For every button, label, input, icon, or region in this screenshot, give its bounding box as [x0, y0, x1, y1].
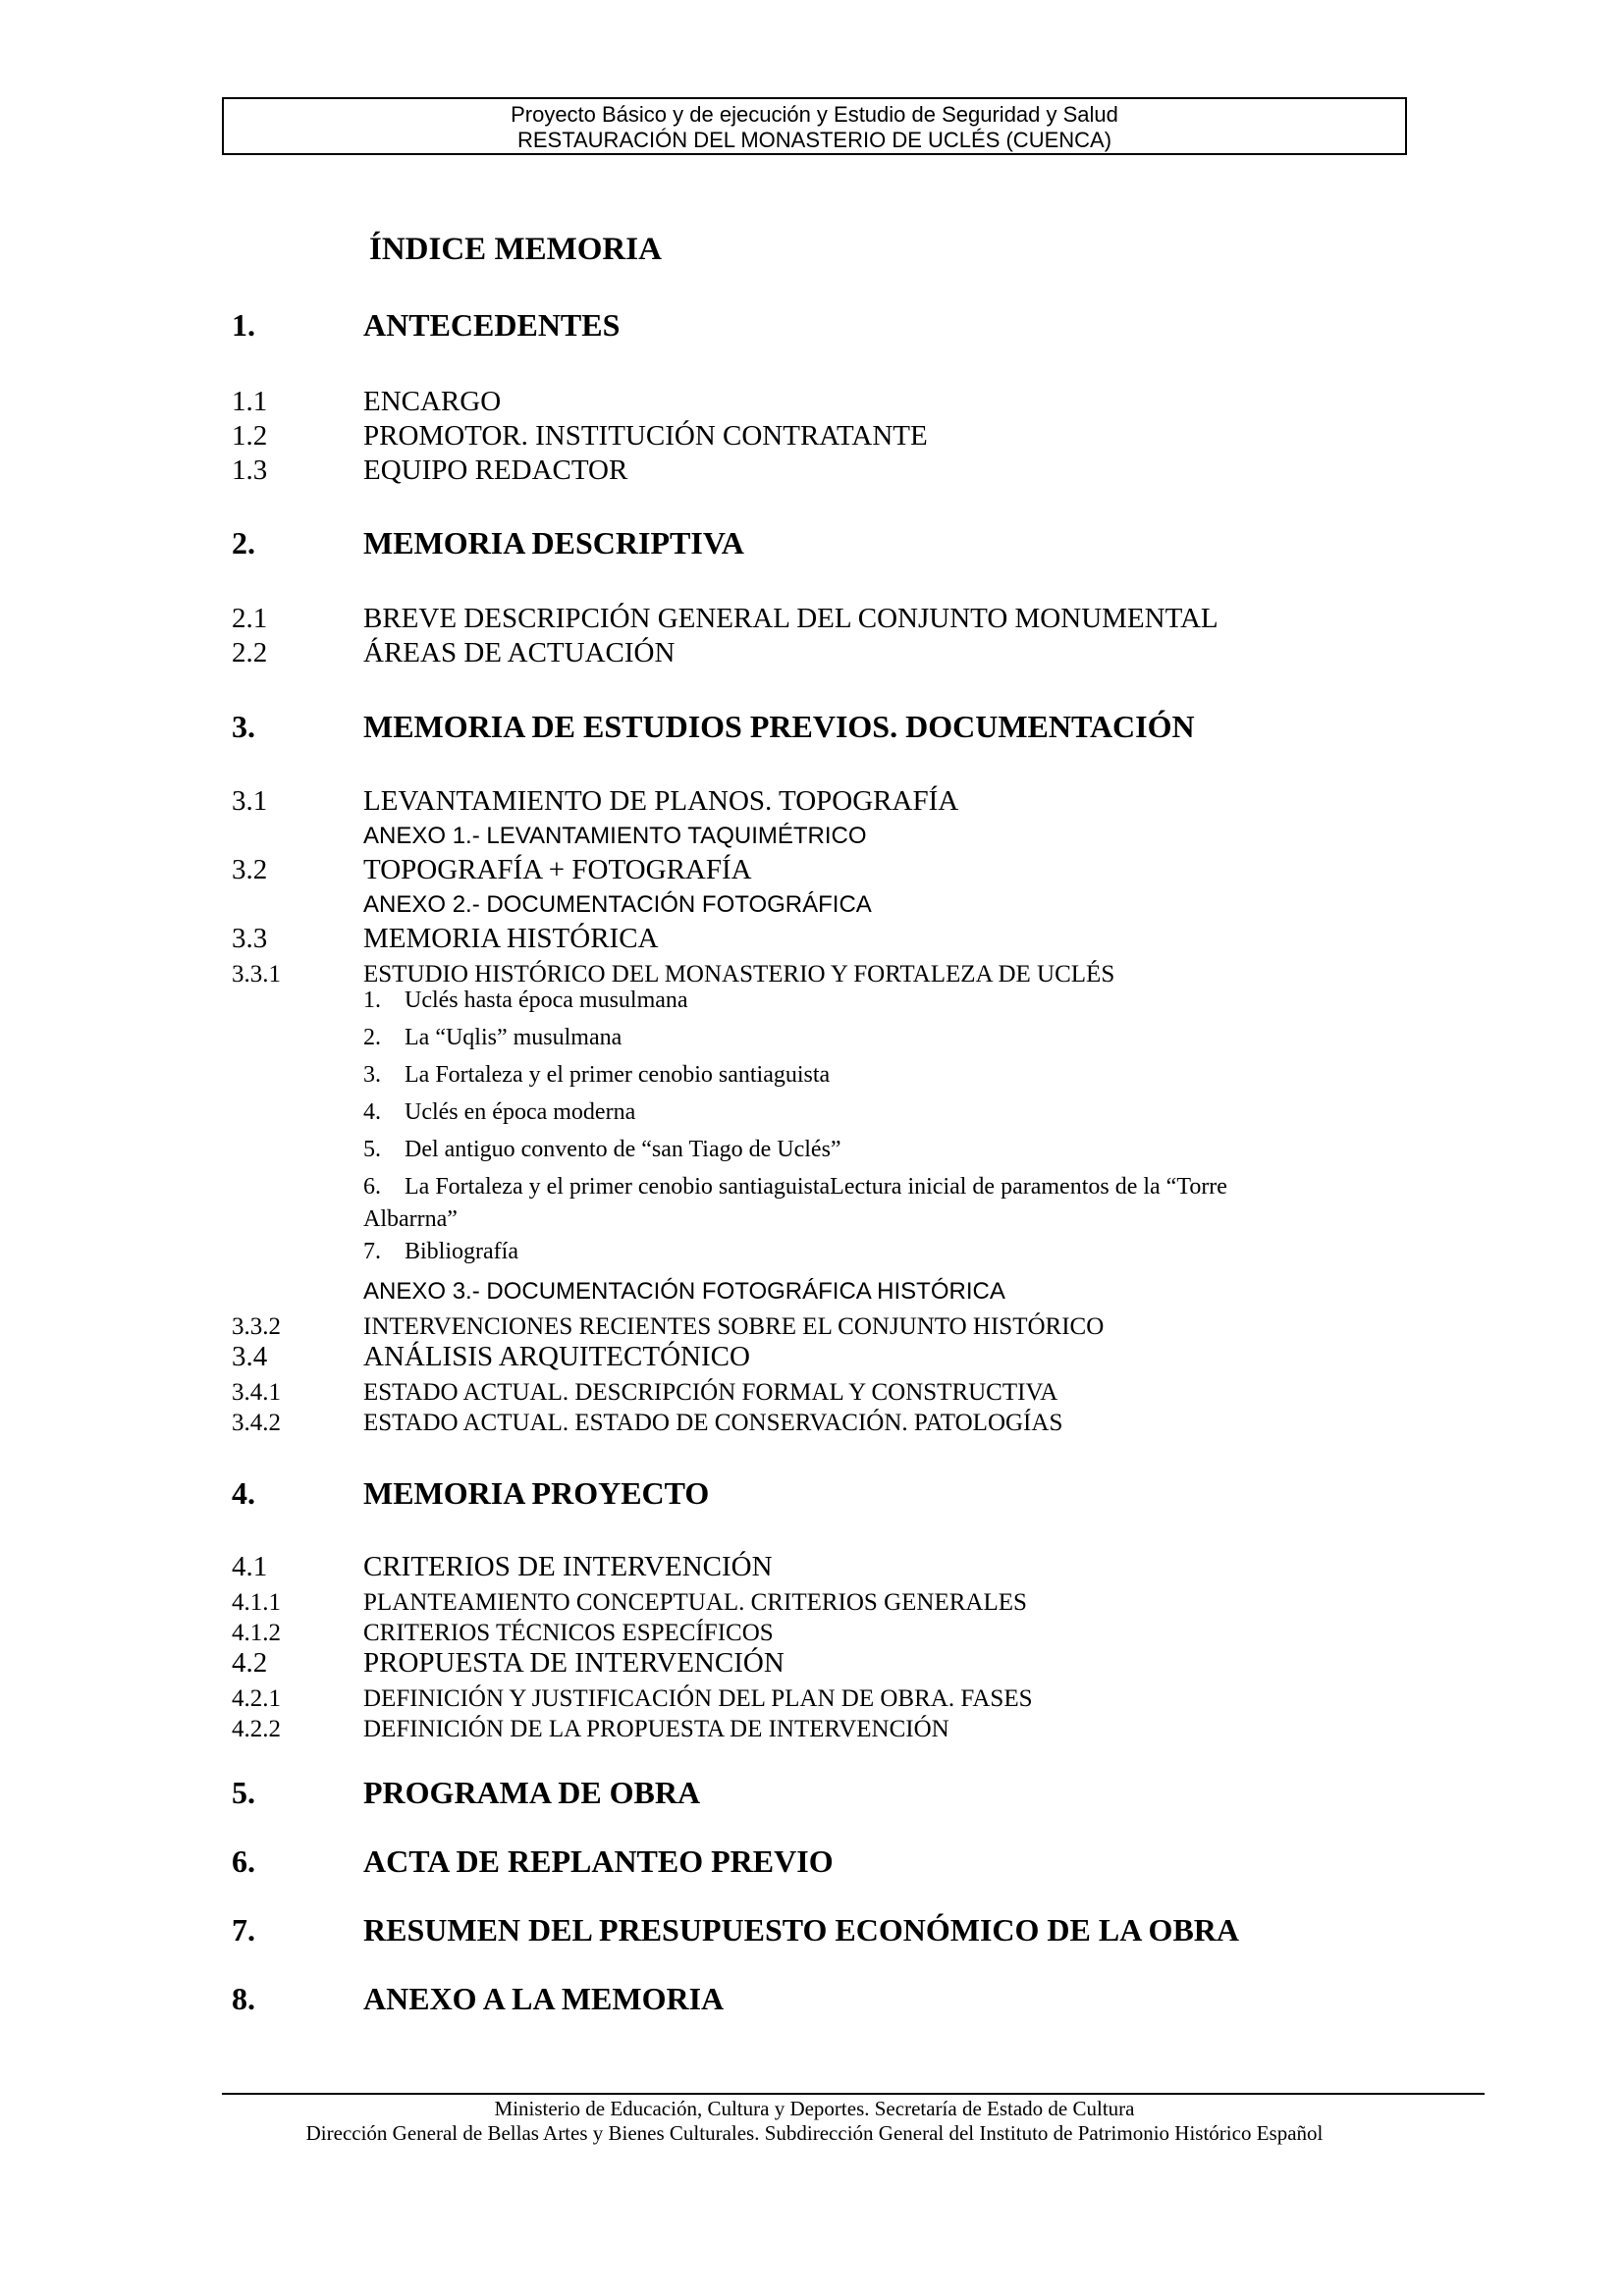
section-number: 2. [232, 525, 255, 561]
entry-title: ESTUDIO HISTÓRICO DEL MONASTERIO Y FORTALEZA DE UCLÉS [363, 961, 1115, 988]
section-title: MEMORIA PROYECTO [363, 1475, 710, 1511]
entry-number: 2.2 [232, 637, 268, 668]
entry-title: INTERVENCIONES RECIENTES SOBRE EL CONJUNTO HISTÓRICO [363, 1313, 1105, 1340]
entry-number: 1.3 [232, 454, 268, 486]
section-title: ANTECEDENTES [363, 307, 621, 343]
entry-number: 1.2 [232, 420, 268, 452]
entry-title: PROPUESTA DE INTERVENCIÓN [363, 1647, 785, 1679]
section-number: 5. [232, 1775, 255, 1810]
entry-number: 3.3.2 [232, 1313, 281, 1340]
entry-number: 4.1 [232, 1551, 268, 1582]
entry-title: LEVANTAMIENTO DE PLANOS. TOPOGRAFÍA [363, 785, 959, 817]
section-title: ACTA DE REPLANTEO PREVIO [363, 1843, 834, 1879]
footer-directorate: Dirección General de Bellas Artes y Bienes Culturales. Subdirección General del Instituto de Patrimonio Histórico Español [305, 2121, 1324, 2145]
entry-title: PLANTEAMIENTO CONCEPTUAL. CRITERIOS GENERALES [363, 1589, 1027, 1616]
entry-title: ANÁLISIS ARQUITECTÓNICO [363, 1341, 750, 1372]
entry-title: ESTADO ACTUAL. DESCRIPCIÓN FORMAL Y CONSTRUCTIVA [363, 1379, 1058, 1406]
entry-title: ENCARGO [363, 386, 502, 417]
section-number: 8. [232, 1981, 255, 2016]
section-number: 7. [232, 1912, 255, 1948]
section-number: 1. [232, 307, 255, 343]
entry-title: TOPOGRAFÍA + FOTOGRAFÍA [363, 854, 752, 885]
entry-number: 4.1.2 [232, 1620, 281, 1646]
entry-number: 3.3 [232, 923, 268, 954]
section-title: MEMORIA DE ESTUDIOS PREVIOS. DOCUMENTACIÓN [363, 709, 1195, 744]
entry-number: 3.4.1 [232, 1379, 281, 1406]
entry-title: CRITERIOS TÉCNICOS ESPECÍFICOS [363, 1620, 774, 1646]
entry-title: ÁREAS DE ACTUACIÓN [363, 637, 676, 668]
section-number: 6. [232, 1843, 255, 1879]
entry-title: BREVE DESCRIPCIÓN GENERAL DEL CONJUNTO MONUMENTAL [363, 603, 1218, 634]
entry-number: 3.4.2 [232, 1410, 281, 1436]
document-page: Proyecto Básico y de ejecución y Estudio de Seguridad y Salud RESTAURACIÓN DEL MONASTERIO DE UCLÉS (CUENCA) ÍNDICE MEMORIA 1. ANTECEDENTES 1.1 ENCARGO 1.2 PROMOTOR. INSTITUCIÓN CONTRATANTE 1.3 EQUIPO REDACTOR 2. MEMORIA DESCRIPTIVA 2.1 BREVE DESCRIPCIÓN GENERAL DEL CONJUNTO MONUMENTAL 2.2 ÁREAS DE ACTUACIÓN 3. MEMORIA DE ESTUDIOS PREVIOS. DOCUMENTACIÓN 3.1 LEVANTAMIENTO DE PLANOS. TOPOGRAFÍA ANEXO 1.- LEVANTAMIENTO TAQUIMÉTRICO 3.2 TOPOGRAFÍA + FOTOGRAFÍA ANEXO 2.- DOCUMENTACIÓN FOTOGRÁFICA 3.3 MEMORIA HISTÓRICA 3.3.1 ESTUDIO HISTÓRICO DEL MONASTERIO Y FORTALEZA DE UCLÉS 1. Uclés hasta época musulmana 2. La “Uqlis” musulmana 3. La Fortaleza y el primer cenobio santiaguista 4. Uclés en época moderna 5. Del antiguo convento de “san Tiago de Uclés” 6. La Fortaleza y el primer cenobio santiaguistaLectura inicial de paramentos de la “Torre Albarrna” 7. Bibliografía ANEXO 3.- DOCUMENTACIÓN FOTOGRÁFICA HISTÓRICA 3.3.2 INTERVENCIONES RECIENTES SOBRE EL CONJUNTO HISTÓRICO 3.4 ANÁLISIS ARQUITECTÓNICO 3.4.1 ESTADO ACTUAL. DESCRIPCIÓN FORMAL Y CONSTRUCTIVA 3.4.2 ESTADO ACTUAL. ESTADO DE CONSERVACIÓN. PATOLOGÍAS 4. MEMORIA PROYECTO 4.1 CRITERIOS DE INTERVENCIÓN 4.1.1 PLANTEAMIENTO CONCEPTUAL. CRITERIOS GENERALES 4.1.2 CRITERIOS TÉCNICOS ESPECÍFICOS 4.2 PROPUESTA DE INTERVENCIÓN 4.2.1 DEFINICIÓN Y JUSTIFICACIÓN DEL PLAN DE OBRA. FASES 4.2.2 DEFINICIÓN DE LA PROPUESTA DE INTERVENCIÓN 5. PROGRAMA DE OBRA 6. ACTA DE REPLANTEO PREVIO 7. RESUMEN DEL PRESUPUESTO ECONÓMICO DE LA OBRA 8. ANEXO A LA MEMORIA Ministerio de Educación, Cultura y Deportes. Secretaría de Estado de Cultura Dirección General de Bellas Artes y Bienes Culturales. Subdirección General del Instituto de Patrimonio Histórico Español [0, 0, 1624, 2296]
entry-number: 3.3.1 [232, 961, 281, 988]
section-title: MEMORIA DESCRIPTIVA [363, 525, 744, 561]
section-title: ANEXO A LA MEMORIA [363, 1981, 725, 2016]
entry-title: DEFINICIÓN Y JUSTIFICACIÓN DEL PLAN DE OBRA. FASES [363, 1685, 1033, 1712]
entry-number: 3.4 [232, 1341, 268, 1372]
entry-number: 4.1.1 [232, 1589, 281, 1616]
section-number: 3. [232, 709, 255, 744]
entry-title: DEFINICIÓN DE LA PROPUESTA DE INTERVENCIÓN [363, 1716, 949, 1742]
entry-number: 1.1 [232, 386, 268, 417]
entry-number: 3.2 [232, 854, 268, 885]
entry-number: 4.2.2 [232, 1716, 281, 1742]
header-project-title: Proyecto Básico y de ejecución y Estudio de Seguridad y Salud [511, 102, 1118, 127]
entry-number: 2.1 [232, 603, 268, 634]
entry-title: EQUIPO REDACTOR [363, 454, 628, 486]
entry-number: 3.1 [232, 785, 268, 817]
entry-title: ESTADO ACTUAL. ESTADO DE CONSERVACIÓN. PATOLOGÍAS [363, 1410, 1063, 1436]
section-title: RESUMEN DEL PRESUPUESTO ECONÓMICO DE LA OBRA [363, 1912, 1239, 1948]
entry-number: 4.2.1 [232, 1685, 281, 1712]
page-header [222, 97, 1407, 155]
entry-title: MEMORIA HISTÓRICA [363, 923, 659, 954]
section-title: PROGRAMA DE OBRA [363, 1775, 701, 1810]
header-restoration-title: RESTAURACIÓN DEL MONASTERIO DE UCLÉS (CUENCA) [516, 128, 1112, 152]
section-number: 4. [232, 1475, 255, 1511]
page-footer [222, 2097, 1407, 2146]
entry-title: CRITERIOS DE INTERVENCIÓN [363, 1551, 773, 1582]
entry-title: PROMOTOR. INSTITUCIÓN CONTRATANTE [363, 420, 928, 452]
footer-divider [222, 2093, 1485, 2095]
entry-number: 4.2 [232, 1647, 268, 1679]
footer-ministry: Ministerio de Educación, Cultura y Deportes. Secretaría de Estado de Cultura [494, 2097, 1135, 2120]
